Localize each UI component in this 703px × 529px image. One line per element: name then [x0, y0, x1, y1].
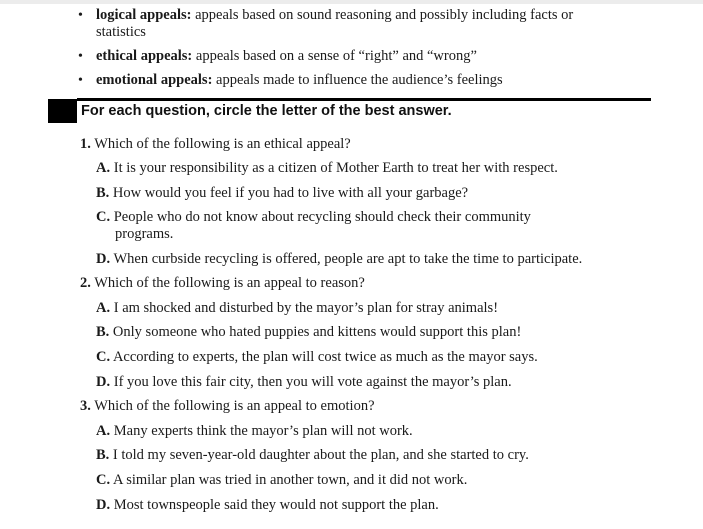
- option-letter: C.: [96, 349, 111, 365]
- option-text: How would you feel if you had to live with all your garbage?: [112, 185, 469, 201]
- question-1: [80, 136, 351, 153]
- question-number: 3.: [80, 398, 91, 414]
- option-text: Only someone who hated puppies and kittens would support this plan!: [112, 324, 522, 340]
- appeal-term: ethical appeals:: [96, 48, 193, 64]
- instructions-rule: [77, 98, 651, 101]
- answer-option-1c[interactable]: [96, 209, 596, 243]
- option-letter: B.: [96, 185, 110, 201]
- answer-option-3d[interactable]: [96, 497, 596, 514]
- question-number: 2.: [80, 275, 91, 291]
- list-item: [76, 48, 636, 65]
- answer-option-3b[interactable]: [96, 447, 596, 464]
- option-text: According to experts, the plan will cost twice as much as the mayor says.: [112, 349, 538, 365]
- option-text-cont: programs.: [115, 226, 174, 242]
- appeal-definition: appeals made to influence the audience’s feelings: [216, 72, 503, 88]
- option-text: Many experts think the mayor’s plan will not work.: [113, 423, 413, 439]
- option-text: A similar plan was tried in another town, and it did not work.: [112, 472, 468, 488]
- answer-option-3a[interactable]: [96, 423, 596, 440]
- option-text: Most townspeople said they would not support the plan.: [113, 497, 439, 513]
- bullet-icon: •: [78, 73, 83, 88]
- option-letter: C.: [96, 209, 111, 225]
- list-item: [76, 72, 636, 89]
- option-letter: A.: [96, 300, 111, 316]
- question-text: Which of the following is an appeal to reason?: [94, 275, 365, 291]
- option-text: I told my seven-year-old daughter about the plan, and she started to cry.: [112, 447, 529, 463]
- option-text: I am shocked and disturbed by the mayor’s plan for stray animals!: [113, 300, 499, 316]
- bullet-icon: •: [78, 49, 83, 64]
- bullet-icon: •: [78, 8, 83, 23]
- option-letter: D.: [96, 374, 111, 390]
- answer-option-1d[interactable]: [96, 251, 596, 268]
- appeal-term: emotional appeals:: [96, 72, 213, 88]
- list-item: [76, 7, 636, 41]
- option-letter: C.: [96, 472, 111, 488]
- option-letter: A.: [96, 423, 111, 439]
- option-letter: B.: [96, 447, 110, 463]
- question-2: [80, 275, 365, 292]
- appeal-definitions-list: [76, 7, 636, 96]
- appeal-definition: appeals based on a sense of “right” and “wrong”: [195, 48, 477, 64]
- question-text: Which of the following is an ethical appeal?: [94, 136, 351, 152]
- answer-option-1b[interactable]: [96, 185, 596, 202]
- answer-option-2b[interactable]: [96, 324, 596, 341]
- answer-option-2a[interactable]: [96, 300, 596, 317]
- option-letter: A.: [96, 160, 111, 176]
- option-letter: D.: [96, 251, 111, 267]
- top-edge-bar: [0, 0, 703, 4]
- question-number: 1.: [80, 136, 91, 152]
- instructions-heading: For each question, circle the letter of the best answer.: [81, 103, 452, 119]
- question-3: [80, 398, 375, 415]
- option-text: If you love this fair city, then you will vote against the mayor’s plan.: [113, 374, 512, 390]
- option-text: People who do not know about recycling should check their community: [113, 209, 531, 225]
- appeal-definition: appeals based on sound reasoning and possibly including facts or: [195, 7, 574, 23]
- instructions-marker: [48, 99, 77, 123]
- appeal-definition-cont: statistics: [96, 24, 146, 40]
- option-letter: B.: [96, 324, 110, 340]
- option-text: When curbside recycling is offered, people are apt to take the time to participate.: [113, 251, 583, 267]
- question-text: Which of the following is an appeal to emotion?: [94, 398, 375, 414]
- answer-option-3c[interactable]: [96, 472, 596, 489]
- appeal-term: logical appeals:: [96, 7, 192, 23]
- answer-option-1a[interactable]: [96, 160, 596, 177]
- answer-option-2c[interactable]: [96, 349, 596, 366]
- option-text: It is your responsibility as a citizen of Mother Earth to treat her with respect.: [113, 160, 558, 176]
- option-letter: D.: [96, 497, 111, 513]
- answer-option-2d[interactable]: [96, 374, 596, 391]
